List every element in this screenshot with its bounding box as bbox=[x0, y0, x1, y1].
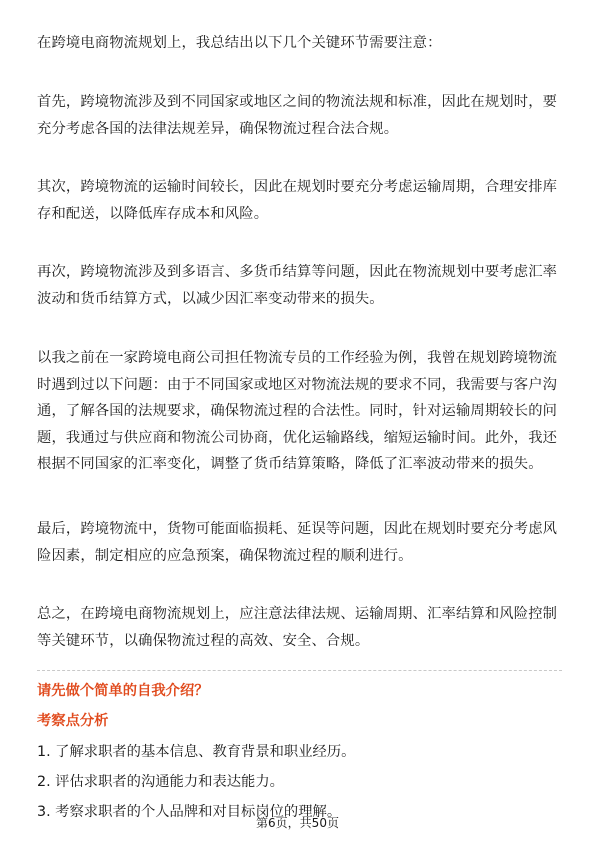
text-line: 在跨境电商物流规划上，我总结出以下几个关键环节需要注意： bbox=[37, 35, 442, 51]
paragraph-summary bbox=[37, 601, 567, 654]
analysis-list bbox=[37, 737, 355, 827]
text-line: 根据不同国家的汇率变化，调整了货币结算策略，降低了汇率波动带来的损失。 bbox=[37, 456, 543, 472]
text-line: 时遇到过以下问题：由于不同国家或地区对物流法规的要求不同，我需要与客户沟 bbox=[37, 376, 558, 393]
question-heading: 请先做个简单的自我介绍？ bbox=[37, 683, 209, 699]
text-line: 首先，跨境物流涉及到不同国家或地区之间的物流法规和标准，因此在规划时，要 bbox=[37, 94, 558, 110]
paragraph-last bbox=[37, 516, 567, 569]
paragraph-second bbox=[37, 174, 567, 227]
text-line: 等关键环节，以确保物流过程的高效、安全、合规。 bbox=[37, 632, 370, 649]
text-line: 其次，跨境物流的运输时间较长，因此在规划时要充分考虑运输周期，合理安排库 bbox=[37, 179, 558, 195]
text-line: 存和配送，以降低库存成本和风险。 bbox=[37, 205, 269, 222]
paragraph-intro bbox=[37, 30, 567, 57]
paragraph-third bbox=[37, 259, 567, 312]
text-line: 总之，在跨境电商物流规划上，应注意法律法规、运输周期、汇率结算和风险控制 bbox=[37, 606, 558, 622]
text-line: 充分考虑各国的法律法规差异，确保物流过程合法合规。 bbox=[37, 120, 399, 137]
text-line: 题，我通过与供应商和物流公司协商，优化运输路线，缩短运输时间。此外，我还 bbox=[37, 429, 558, 446]
analysis-heading: 考察点分析 bbox=[37, 713, 109, 729]
section-divider bbox=[37, 670, 562, 671]
list-item: 3. 考察求职者的个人品牌和对目标岗位的理解。 bbox=[37, 804, 342, 820]
text-line: 以我之前在一家跨境电商公司担任物流专员的工作经验为例，我曾在规划跨境物流 bbox=[37, 350, 558, 366]
text-line: 波动和货币结算方式，以减少因汇率变动带来的损失。 bbox=[37, 290, 384, 307]
page-number-footer: 第6页，共50页 bbox=[256, 816, 339, 830]
paragraph-example bbox=[37, 345, 567, 478]
list-item: 1. 了解求职者的基本信息、教育背景和职业经历。 bbox=[37, 744, 356, 760]
text-line: 险因素，制定相应的应急预案，确保物流过程的顺利进行。 bbox=[37, 547, 413, 564]
text-line: 再次，跨境物流涉及到多语言、多货币结算等问题，因此在物流规划中要考虑汇率 bbox=[37, 264, 558, 280]
paragraph-first bbox=[37, 89, 567, 142]
text-line: 最后，跨境物流中，货物可能面临损耗、延误等问题，因此在规划时要充分考虑风 bbox=[37, 521, 558, 537]
text-line: 通，了解各国的法规要求，确保物流过程的合法性。同时，针对运输周期较长的问 bbox=[37, 403, 558, 419]
list-item: 2. 评估求职者的沟通能力和表达能力。 bbox=[37, 774, 284, 790]
